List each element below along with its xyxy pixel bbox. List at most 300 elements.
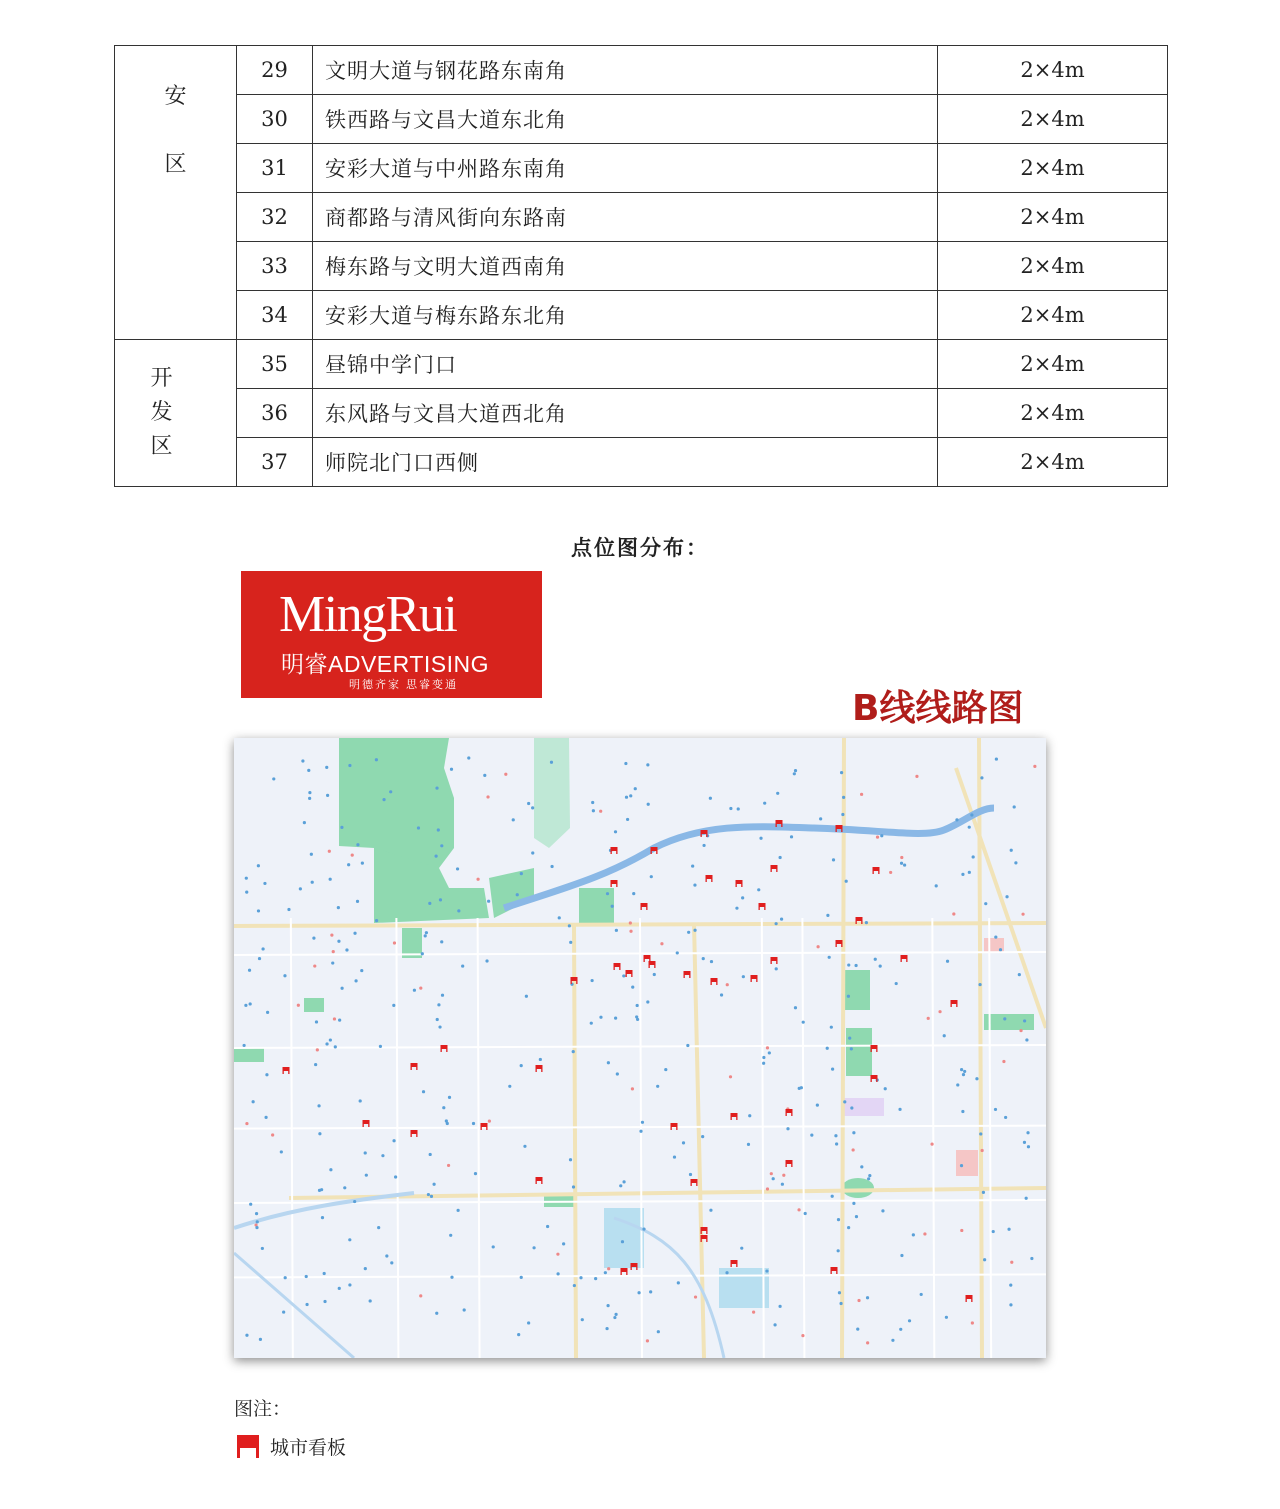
- poi-dot: [999, 948, 1002, 951]
- poi-dot: [252, 1100, 255, 1103]
- poi-dot: [434, 855, 437, 858]
- poi-dot: [428, 902, 431, 905]
- poi-dot: [308, 791, 311, 794]
- poi-dot: [837, 1249, 840, 1252]
- table-row: [115, 95, 1168, 144]
- poi-dot: [248, 969, 251, 972]
- poi-dot: [852, 1131, 855, 1134]
- poi-dot: [323, 1300, 326, 1303]
- poi-dot: [845, 880, 848, 883]
- poi-dot: [448, 1096, 451, 1099]
- poi-dot: [631, 1087, 634, 1090]
- poi-dot: [826, 1047, 829, 1050]
- poi-dot: [961, 1110, 964, 1113]
- poi-dot: [657, 1330, 660, 1333]
- poi-dot: [261, 1247, 264, 1250]
- location-cell: 铁西路与文昌大道东北角: [313, 95, 938, 144]
- poi-dot: [970, 813, 973, 816]
- poi-dot: [550, 761, 553, 764]
- poi-dot: [257, 909, 260, 912]
- poi-dot: [527, 802, 530, 805]
- poi-dot: [649, 1290, 652, 1293]
- row-number: 36: [237, 389, 313, 438]
- poi-dot: [729, 807, 732, 810]
- poi-dot: [331, 961, 334, 964]
- poi-dot: [938, 1010, 941, 1013]
- poi-dot: [394, 1175, 397, 1178]
- poi-dot: [256, 1220, 259, 1223]
- poi-dot: [419, 1294, 422, 1297]
- table-row: [115, 438, 1168, 487]
- poi-dot: [413, 989, 416, 992]
- poi-area: [956, 1150, 978, 1176]
- park-area: [846, 1028, 872, 1076]
- poi-dot: [637, 1291, 640, 1294]
- poi-dot: [889, 871, 892, 874]
- poi-dot: [847, 995, 850, 998]
- site-table: [114, 45, 1168, 487]
- poi-dot: [348, 764, 351, 767]
- district-name: 开 发 区: [150, 365, 173, 460]
- poi-dot: [880, 834, 883, 837]
- park-area: [304, 998, 324, 1012]
- poi-dot: [778, 1305, 781, 1308]
- poi-dot: [457, 1209, 460, 1212]
- poi-dot: [369, 1299, 372, 1302]
- poi-dot: [385, 1254, 388, 1257]
- poi-dot: [975, 1077, 978, 1080]
- poi-dot: [375, 758, 378, 761]
- poi-dot: [599, 810, 602, 813]
- poi-dot: [826, 914, 829, 917]
- poi-dot: [802, 1021, 805, 1024]
- poi-dot: [579, 1276, 582, 1279]
- poi-dot: [255, 1212, 258, 1215]
- poi-dot: [305, 1275, 308, 1278]
- poi-dot: [768, 1051, 771, 1054]
- poi-dot: [860, 793, 863, 796]
- poi-dot: [978, 983, 981, 986]
- poi-dot: [382, 798, 385, 801]
- red-flag-icon: [234, 1432, 262, 1460]
- poi-dot: [572, 1185, 575, 1188]
- map-canvas: [234, 738, 1046, 1358]
- poi-dot: [775, 967, 778, 970]
- poi-dot: [259, 1338, 262, 1341]
- park-area: [984, 1014, 1034, 1030]
- poi-dot: [694, 1295, 697, 1298]
- poi-dot: [338, 1287, 341, 1290]
- poi-dot: [328, 850, 331, 853]
- size-cell: 2×4m: [938, 242, 1168, 291]
- poi-dot: [392, 1139, 395, 1142]
- section-title: 点位图分布：: [571, 536, 709, 560]
- poi-dot: [646, 1339, 649, 1342]
- poi-dot: [539, 1058, 542, 1061]
- poi-dot: [1025, 1197, 1028, 1200]
- poi-dot: [781, 1183, 784, 1186]
- poi-dot: [1010, 849, 1013, 852]
- poi-dot: [546, 1225, 549, 1228]
- poi-dot: [830, 1026, 833, 1029]
- poi-dot: [653, 973, 656, 976]
- poi-dot: [983, 1258, 986, 1261]
- poi-dot: [900, 856, 903, 859]
- poi-dot: [779, 856, 782, 859]
- poi-dot: [520, 1276, 523, 1279]
- poi-dot: [334, 1045, 337, 1048]
- poi-dot: [321, 1216, 324, 1219]
- poi-dot: [337, 906, 340, 909]
- poi-dot: [797, 1208, 800, 1211]
- legend-label: 城市看板: [270, 1436, 347, 1459]
- poi-dot: [842, 796, 845, 799]
- poi-dot: [330, 933, 333, 936]
- poi-dot: [848, 1037, 851, 1040]
- poi-dot: [701, 1135, 704, 1138]
- poi-dot: [332, 950, 335, 953]
- poi-dot: [908, 1319, 911, 1322]
- poi-dot: [442, 1106, 445, 1109]
- poi-dot: [365, 1174, 368, 1177]
- poi-dot: [450, 768, 453, 771]
- logo-subtitle: 明睿ADVERTISING: [281, 651, 489, 677]
- size-cell: 2×4m: [938, 46, 1168, 95]
- poi-dot: [903, 863, 906, 866]
- poi-dot: [816, 1103, 819, 1106]
- poi-dot: [847, 963, 850, 966]
- poi-dot: [979, 1132, 982, 1135]
- poi-dot: [952, 912, 955, 915]
- poi-dot: [568, 924, 571, 927]
- poi-dot: [639, 1130, 642, 1133]
- poi-dot: [573, 1284, 576, 1287]
- poi-dot: [794, 769, 797, 772]
- poi-dot: [831, 1068, 834, 1071]
- poi-dot: [992, 1230, 995, 1233]
- poi-dot: [850, 1047, 853, 1050]
- poi-dot: [463, 1308, 466, 1311]
- poi-dot: [467, 756, 470, 759]
- poi-dot: [1026, 1131, 1029, 1134]
- poi-dot: [629, 921, 632, 924]
- poi-dot: [381, 1154, 384, 1157]
- poi-dot: [634, 787, 637, 790]
- poi-dot: [485, 959, 488, 962]
- poi-dot: [860, 1165, 863, 1168]
- poi-dot: [472, 1122, 475, 1125]
- poi-dot: [437, 828, 440, 831]
- poi-dot: [772, 1177, 775, 1180]
- logo-brand: MingRui: [279, 586, 457, 643]
- poi-dot: [527, 1321, 530, 1324]
- poi-dot: [572, 1050, 575, 1053]
- poi-dot: [447, 1164, 450, 1167]
- map-title: B线线路图: [852, 688, 1024, 729]
- poi-dot: [379, 1045, 382, 1048]
- table-row: [115, 242, 1168, 291]
- poi-dot: [850, 1106, 853, 1109]
- poi-dot: [766, 1187, 769, 1190]
- poi-dot: [720, 993, 723, 996]
- poi-dot: [257, 864, 260, 867]
- poi-dot: [1033, 765, 1036, 768]
- poi-dot: [531, 806, 534, 809]
- poi-dot: [622, 1180, 625, 1183]
- poi-dot: [531, 851, 534, 854]
- poi-dot: [868, 1174, 871, 1177]
- poi-dot: [245, 877, 248, 880]
- row-number: 31: [237, 144, 313, 193]
- poi-dot: [487, 900, 490, 903]
- poi-dot: [935, 884, 938, 887]
- poi-dot: [340, 826, 343, 829]
- poi-dot: [456, 867, 459, 870]
- poi-dot: [326, 794, 329, 797]
- poi-dot: [857, 1299, 860, 1302]
- poi-dot: [313, 964, 316, 967]
- poi-dot: [318, 1132, 321, 1135]
- park-area: [604, 1208, 644, 1268]
- poi-dot: [775, 922, 778, 925]
- poi-dot: [265, 1073, 268, 1076]
- poi-dot: [605, 1327, 608, 1330]
- district-cell: [115, 46, 237, 340]
- poi-dot: [606, 1304, 609, 1307]
- poi-dot: [898, 1108, 901, 1111]
- mingrui-logo: [241, 571, 542, 698]
- poi-dot: [1010, 1261, 1013, 1264]
- poi-dot: [245, 1122, 248, 1125]
- poi-dot: [266, 1011, 269, 1014]
- poi-dot: [353, 932, 356, 935]
- poi-dot: [457, 909, 460, 912]
- poi-dot: [881, 1209, 884, 1212]
- poi-dot: [316, 1048, 319, 1051]
- poi-dot: [556, 1253, 559, 1256]
- poi-dot: [1023, 1019, 1026, 1022]
- poi-dot: [971, 1321, 974, 1324]
- poi-dot: [899, 1328, 902, 1331]
- poi-dot: [693, 883, 696, 886]
- poi-dot: [338, 1018, 341, 1021]
- poi-dot: [856, 1328, 859, 1331]
- poi-dot: [982, 1191, 985, 1194]
- poi-dot: [255, 1226, 258, 1229]
- poi-dot: [642, 1227, 645, 1230]
- poi-dot: [794, 1006, 797, 1009]
- poi-dot: [840, 771, 843, 774]
- poi-dot: [312, 937, 315, 940]
- poi-dot: [389, 790, 392, 793]
- poi-dot: [606, 892, 609, 895]
- poi-dot: [613, 1316, 616, 1319]
- poi-dot: [650, 875, 653, 878]
- poi-dot: [972, 855, 975, 858]
- poi-dot: [550, 865, 553, 868]
- poi-dot: [1021, 913, 1024, 916]
- poi-dot: [351, 854, 354, 857]
- location-cell: 梅东路与文明大道西南角: [313, 242, 938, 291]
- poi-dot: [424, 934, 427, 937]
- poi-dot: [900, 862, 903, 865]
- size-cell: 2×4m: [938, 193, 1168, 242]
- poi-dot: [301, 759, 304, 762]
- poi-dot: [299, 887, 302, 890]
- poi-dot: [436, 1018, 439, 1021]
- poi-area: [844, 1098, 884, 1116]
- poi-dot: [636, 1004, 639, 1007]
- poi-dot: [356, 843, 359, 846]
- size-cell: 2×4m: [938, 389, 1168, 438]
- poi-dot: [437, 1003, 440, 1006]
- poi-dot: [817, 945, 820, 948]
- poi-dot: [310, 853, 313, 856]
- location-cell: 商都路与清风街向东路南: [313, 193, 938, 242]
- poi-dot: [1030, 1257, 1033, 1260]
- poi-dot: [333, 1017, 336, 1020]
- poi-dot: [439, 898, 442, 901]
- poi-dot: [968, 826, 971, 829]
- row-number: 37: [237, 438, 313, 487]
- poi-dot: [249, 1203, 252, 1206]
- poi-dot: [963, 1070, 966, 1073]
- poi-dot: [314, 1063, 317, 1066]
- poi-dot: [308, 797, 311, 800]
- poi-dot: [348, 1238, 351, 1241]
- poi-dot: [884, 1087, 887, 1090]
- poi-dot: [710, 960, 713, 963]
- poi-dot: [282, 1310, 285, 1313]
- poi-dot: [737, 807, 740, 810]
- poi-dot: [569, 941, 572, 944]
- poi-dot: [874, 958, 877, 961]
- poi-dot: [847, 1226, 850, 1229]
- poi-dot: [676, 951, 679, 954]
- poi-dot: [353, 1200, 356, 1203]
- poi-dot: [647, 803, 650, 806]
- table-row: [115, 291, 1168, 340]
- poi-dot: [320, 1188, 323, 1191]
- poi-dot: [656, 1085, 659, 1088]
- poi-dot: [614, 830, 617, 833]
- poi-dot: [1025, 1038, 1028, 1041]
- poi-dot: [960, 1229, 963, 1232]
- poi-dot: [520, 872, 523, 875]
- poi-dot: [876, 836, 879, 839]
- poi-dot: [486, 795, 489, 798]
- poi-dot: [900, 1254, 903, 1257]
- poi-dot: [504, 773, 507, 776]
- poi-dot: [763, 802, 766, 805]
- poi-dot: [488, 1120, 491, 1123]
- poi-dot: [660, 942, 663, 945]
- poi-dot: [581, 1318, 584, 1321]
- poi-dot: [329, 878, 332, 881]
- poi-dot: [594, 1277, 597, 1280]
- poi-dot: [483, 774, 486, 777]
- poi-dot: [626, 818, 629, 821]
- poi-dot: [1013, 805, 1016, 808]
- poi-dot: [673, 1155, 676, 1158]
- poi-dot: [440, 940, 443, 943]
- poi-dot: [725, 1271, 728, 1274]
- legend-title: 图注：: [234, 1398, 292, 1420]
- poi-dot: [955, 818, 958, 821]
- poi-dot: [450, 1276, 453, 1279]
- poi-dot: [912, 1233, 915, 1236]
- poi-dot: [895, 982, 898, 985]
- poi-dot: [562, 1242, 565, 1245]
- poi-dot: [284, 1276, 287, 1279]
- poi-dot: [272, 777, 275, 780]
- poi-dot: [757, 888, 760, 891]
- poi-dot: [615, 929, 618, 932]
- poi-dot: [636, 1018, 639, 1021]
- poi-dot: [1023, 1141, 1026, 1144]
- poi-dot: [1009, 1303, 1012, 1306]
- poi-dot: [759, 837, 762, 840]
- poi-dot: [839, 1302, 842, 1305]
- poi-dot: [624, 762, 627, 765]
- poi-dot: [956, 1083, 959, 1086]
- poi-dot: [604, 1271, 607, 1274]
- poi-dot: [614, 1313, 617, 1316]
- poi-dot: [819, 817, 822, 820]
- size-cell: 2×4m: [938, 438, 1168, 487]
- poi-dot: [801, 1334, 804, 1337]
- poi-dot: [962, 1073, 965, 1076]
- legend-item: [234, 1432, 346, 1460]
- poi-dot: [430, 1195, 433, 1198]
- poi-dot: [591, 979, 594, 982]
- poi-dot: [742, 975, 745, 978]
- poi-dot: [1005, 895, 1008, 898]
- poi-dot: [307, 769, 310, 772]
- poi-dot: [361, 862, 364, 865]
- poi-dot: [419, 987, 422, 990]
- poi-dot: [765, 1269, 768, 1272]
- poi-dot: [920, 1293, 923, 1296]
- poi-dot: [283, 974, 286, 977]
- poi-dot: [435, 1312, 438, 1315]
- poi-dot: [915, 775, 918, 778]
- poi-dot: [866, 1341, 869, 1344]
- poi-dot: [766, 1046, 769, 1049]
- poi-dot: [607, 1267, 610, 1270]
- location-cell: 师院北门口西侧: [313, 438, 938, 487]
- poi-dot: [417, 826, 420, 829]
- size-cell: 2×4m: [938, 144, 1168, 193]
- poi-dot: [709, 797, 712, 800]
- poi-dot: [329, 1168, 332, 1171]
- poi-dot: [835, 1142, 838, 1145]
- row-number: 34: [237, 291, 313, 340]
- poi-dot: [762, 1062, 765, 1065]
- poi-dot: [591, 801, 594, 804]
- park-area: [534, 738, 570, 848]
- poi-dot: [747, 1143, 750, 1146]
- poi-dot: [325, 766, 328, 769]
- poi-dot: [532, 1246, 535, 1249]
- poi-dot: [866, 1296, 869, 1299]
- size-cell: 2×4m: [938, 291, 1168, 340]
- poi-dot: [625, 796, 628, 799]
- poi-dot: [810, 1134, 813, 1137]
- poi-dot: [263, 882, 266, 885]
- poi-dot: [1007, 1228, 1010, 1231]
- poi-dot: [303, 821, 306, 824]
